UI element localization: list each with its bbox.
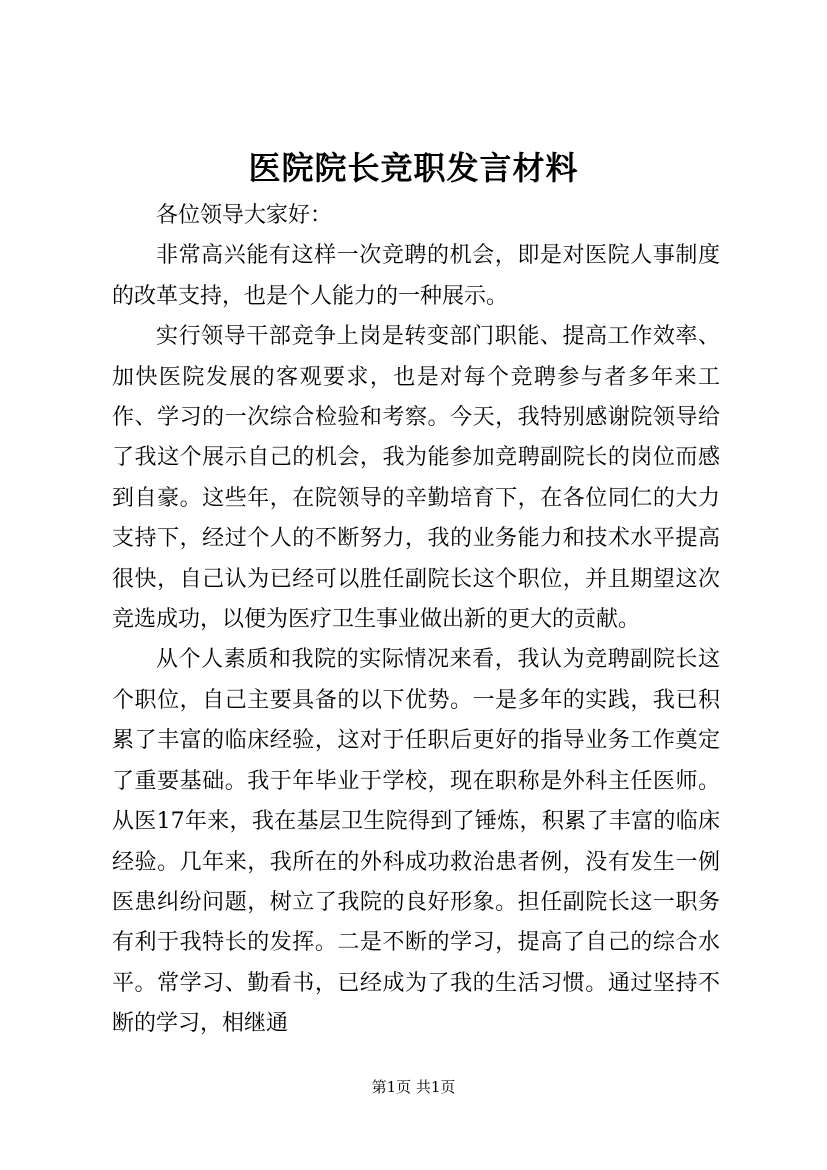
document-title: 医院院长竞职发言材料 — [248, 149, 579, 187]
qualifications-paragraph: 从个人素质和我院的实际情况来看，我认为竞聘副院长这个职位，自己主要具备的以下优势。一是多年的实践，我已积累了丰富的临床经验，这对于任职后更好的指导业务工作奠定了重要基础。我于年毕业于学校，现在职称是外科主任医师。从医17年来，我在基层卫生院得到了锤炼，积累了丰富的临床经验。几年来，我所在的外科成功救治患者例，没有发生一例医患纠纷问题，树立了我院的良好形象。担任副院长这一职务有利于我特长的发挥。二是不断的学习，提高了自己的综合水平。常学习、勤看书，已经成为了我的生活习惯。通过坚持不断的学习，相继通 — [112, 647, 720, 1037]
motivation-paragraph: 实行领导干部竞争上岗是转变部门职能、提高工作效率、加快医院发展的客观要求，也是对每个竞聘参与者多年来工作、学习的一次综合检验和考察。今天，我特别感谢院领导给了我这个展示自己的机会，我为能参加竞聘副院长的岗位而感到自豪。这些年，在院领导的辛勤培育下，在各位同仁的大力支持下，经过个人的不断努力，我的业务能力和技术水平提高很快，自己认为已经可以胜任副院长这个职位，并且期望这次竞选成功，以便为医疗卫生事业做出新的更大的贡献。 — [112, 324, 720, 633]
salutation-paragraph: 各位领导大家好： — [156, 203, 333, 228]
document-body — [112, 196, 720, 1045]
page-footer: 第1页 共1页 — [371, 1078, 456, 1096]
intro-paragraph: 非常高兴能有这样一次竞聘的机会，即是对医院人事制度的改革支持，也是个人能力的一种展示。 — [112, 243, 720, 309]
